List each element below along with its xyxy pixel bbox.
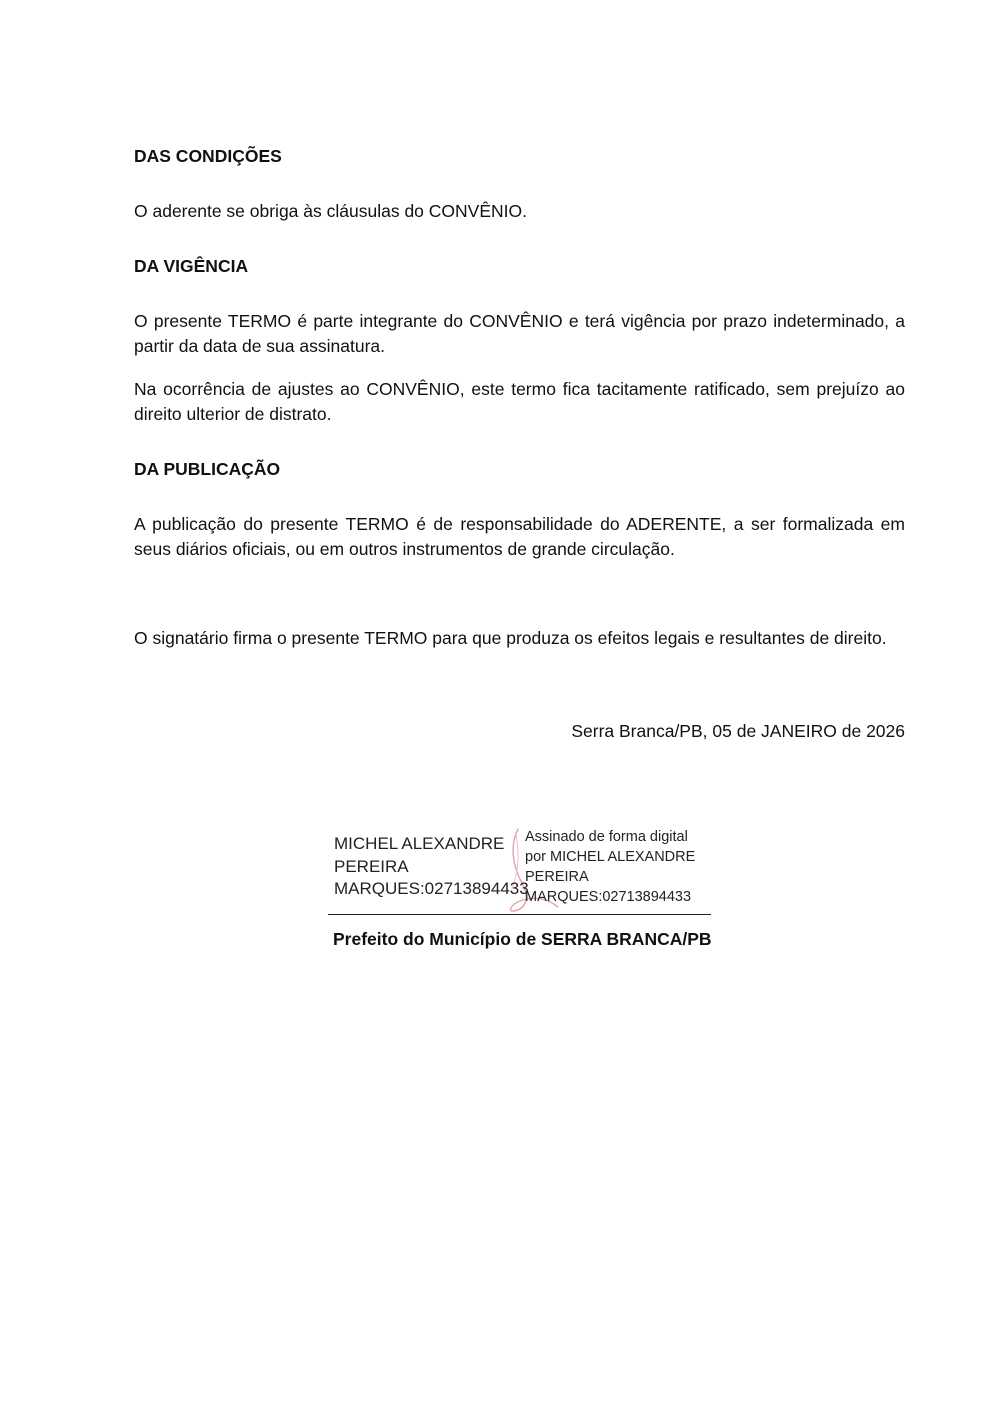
- heading-conditions: DAS CONDIÇÕES: [134, 146, 282, 166]
- paragraph-validity-2: Na ocorrência de ajustes ao CONVÊNIO, este termo fica tacitamente ratificado, sem prejuízo ao direito ulterior de distrato.: [134, 379, 905, 424]
- digital-signature-stamp: Assinado de forma digital por MICHEL ALEXANDRE PEREIRA MARQUES:02713894433: [525, 829, 696, 905]
- signature-line: [328, 914, 711, 915]
- paragraph-publication: A publicação do presente TERMO é de responsabilidade do ADERENTE, a ser formalizada em seus diários oficiais, ou em outros instrumentos de grande circulação.: [134, 514, 905, 559]
- signature-block: [328, 825, 718, 965]
- closing-statement: O signatário firma o presente TERMO para que produza os efeitos legais e resultantes de direito.: [134, 628, 887, 648]
- signer-name: MICHEL ALEXANDRE PEREIRA MARQUES:02713894433: [334, 834, 529, 898]
- heading-publication: DA PUBLICAÇÃO: [134, 459, 281, 479]
- paragraph-conditions: O aderente se obriga às cláusulas do CONVÊNIO.: [134, 201, 527, 221]
- place-date: Serra Branca/PB, 05 de JANEIRO de 2026: [571, 721, 905, 741]
- paragraph-validity-1: O presente TERMO é parte integrante do CONVÊNIO e terá vigência por prazo indeterminado, a partir da data de sua assinatura.: [134, 311, 905, 356]
- heading-validity: DA VIGÊNCIA: [134, 256, 249, 276]
- signer-role: Prefeito do Município de SERRA BRANCA/PB: [333, 929, 712, 949]
